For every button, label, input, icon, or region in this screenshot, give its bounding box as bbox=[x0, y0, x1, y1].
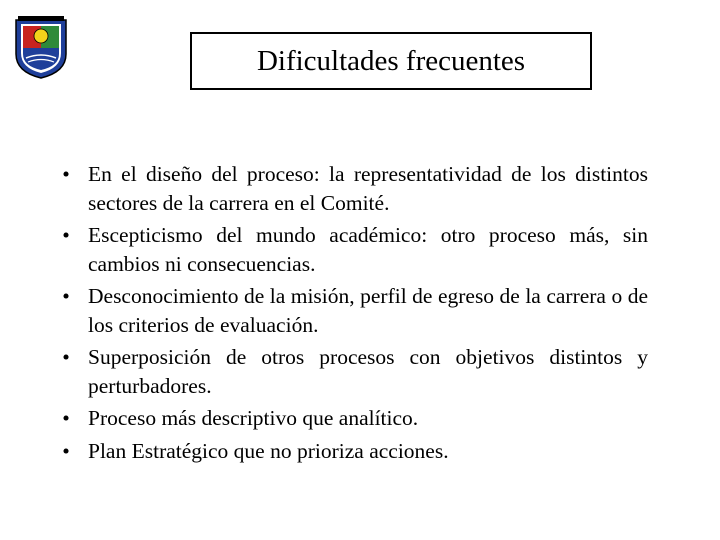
bullet-item bbox=[56, 221, 648, 278]
bullet-text: En el diseño del proceso: la representatividad de los distintos sectores de la carrera en el Comité. bbox=[88, 162, 648, 215]
slide-title: Dificultades frecuentes bbox=[256, 44, 526, 77]
bullet-text: Plan Estratégico que no prioriza acciones. bbox=[88, 438, 449, 463]
bullet-text: Desconocimiento de la misión, perfil de egreso de la carrera o de los criterios de evaluación. bbox=[88, 284, 648, 337]
bullet-item bbox=[56, 282, 648, 339]
bullet-marker: • bbox=[62, 284, 70, 308]
bullet-marker: • bbox=[62, 162, 70, 186]
bullet-marker: • bbox=[62, 223, 70, 247]
bullet-text: Superposición de otros procesos con objetivos distintos y perturbadores. bbox=[88, 345, 648, 398]
university-crest-icon bbox=[12, 14, 70, 80]
bullet-item bbox=[56, 404, 648, 433]
bullet-list bbox=[56, 160, 648, 469]
bullet-text: Escepticismo del mundo académico: otro proceso más, sin cambios ni consecuencias. bbox=[88, 223, 648, 276]
bullet-marker: • bbox=[62, 406, 70, 430]
bullet-marker: • bbox=[62, 345, 70, 369]
bullet-item bbox=[56, 437, 648, 466]
slide-title-box bbox=[190, 32, 592, 90]
bullet-marker: • bbox=[62, 438, 70, 463]
bullet-item bbox=[56, 160, 648, 217]
bullet-text: Proceso más descriptivo que analítico. bbox=[88, 406, 419, 430]
bullet-item bbox=[56, 343, 648, 400]
